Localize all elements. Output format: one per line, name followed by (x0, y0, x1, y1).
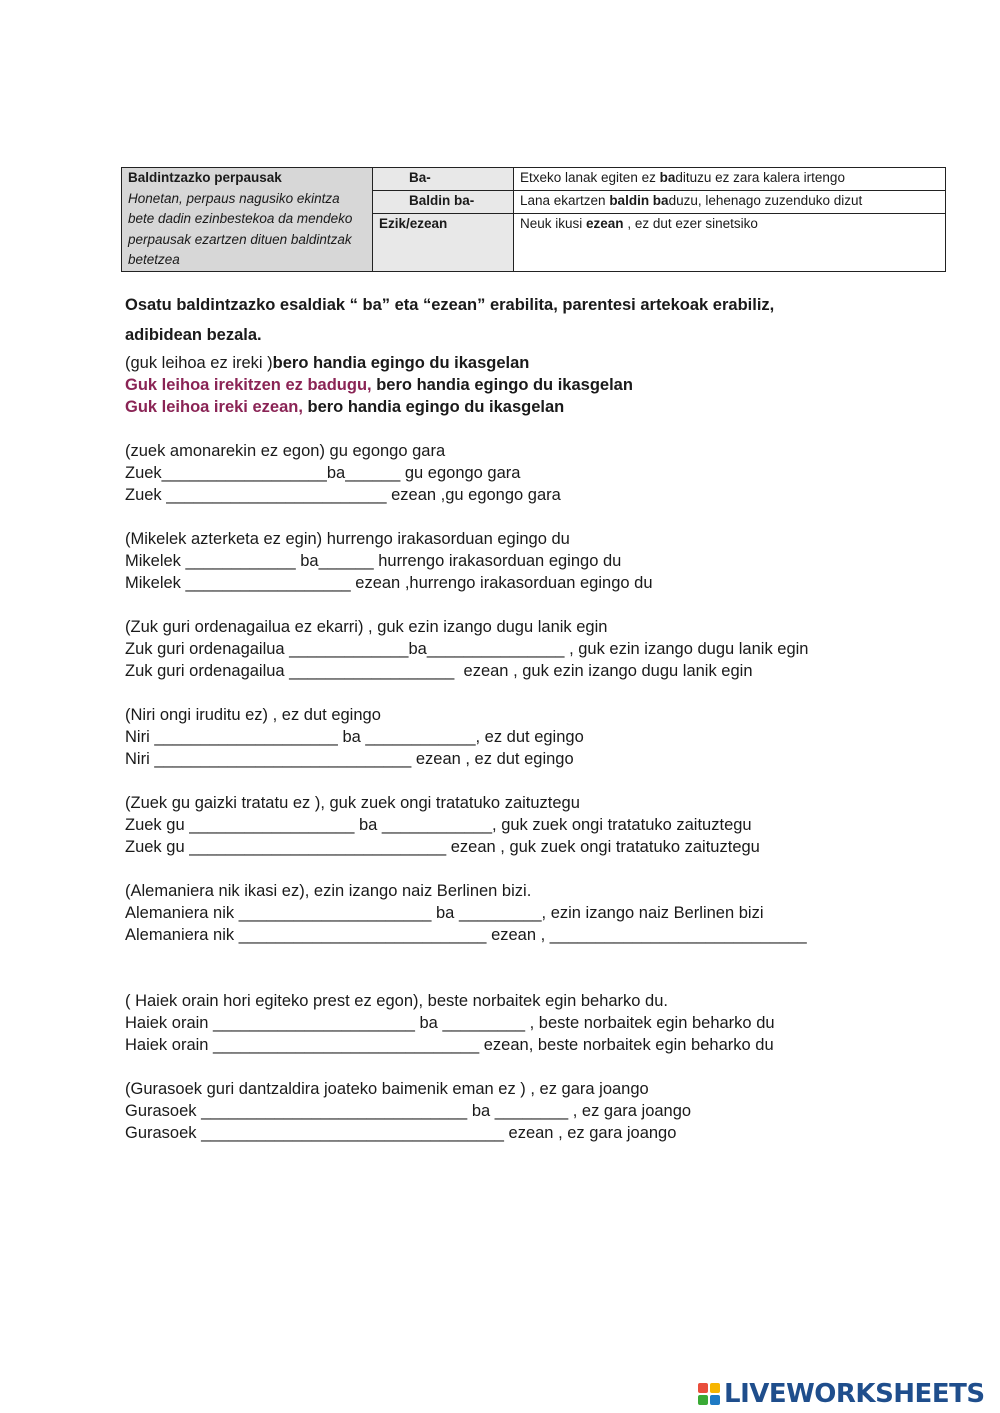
logo-square-icon (698, 1395, 708, 1405)
exercise-7-prompt: ( Haiek orain hori egiteko prest ez egon), beste norbaitek egin beharko du. (125, 992, 668, 1010)
exercise-3-ba[interactable]: Zuk guri ordenagailua _____________ba_______________ , guk ezin izango dugu lanik egin (125, 640, 809, 658)
example-ba: Etxeko lanak egiten ez badituzu ez zara kalera irtengo (514, 168, 946, 191)
exercise-4-prompt: (Niri ongi iruditu ez) , ez dut egingo (125, 706, 381, 724)
exercise-8-prompt: (Gurasoek guri dantzaldira joateko baimenik eman ez ) , ez gara joango (125, 1080, 649, 1098)
example-ezik-ezean: Neuk ikusi ezean , ez dut ezer sinetsiko (514, 214, 946, 272)
instruction-line-2: adibidean bezala. (125, 326, 262, 344)
logo-square-icon (710, 1395, 720, 1405)
exercise-1-ba[interactable]: Zuek__________________ba______ gu egongo gara (125, 464, 521, 482)
exercise-8-ba[interactable]: Gurasoek _____________________________ ba ________ , ez gara joango (125, 1102, 692, 1120)
exercise-2-ezean[interactable]: Mikelek __________________ ezean ,hurrengo irakasorduan egingo du (125, 574, 653, 592)
example-answer-ba: Guk leihoa irekitzen ez badugu, bero handia egingo du ikasgelan (125, 376, 633, 394)
definition-text: Honetan, perpaus nagusiko ekintza bete dadin ezinbestekoa da mendeko perpausak ezartzen dituen baldintzak betetzea (128, 190, 353, 267)
exercise-6-ba[interactable]: Alemaniera nik _____________________ ba _________, ezin izango naiz Berlinen bizi (125, 904, 764, 922)
logo-mark-icon (698, 1383, 720, 1405)
definition-heading: Baldintzazko perpausak (128, 170, 282, 185)
exercise-2-prompt: (Mikelek azterketa ez egin) hurrengo irakasorduan egingo du (125, 530, 570, 548)
instruction-line-1: Osatu baldintzazko esaldiak “ ba” eta “ezean” erabilita, parentesi artekoak erabiliz, (125, 296, 775, 314)
exercise-4-ba[interactable]: Niri ____________________ ba ____________, ez dut egingo (125, 728, 584, 746)
exercise-2-ba[interactable]: Mikelek ____________ ba______ hurrengo irakasorduan egingo du (125, 552, 622, 570)
exercise-1-ezean[interactable]: Zuek ________________________ ezean ,gu egongo gara (125, 486, 561, 504)
exercise-5-ezean[interactable]: Zuek gu ____________________________ ezean , guk zuek ongi tratatuko zaituztegu (125, 838, 760, 856)
rules-table (121, 167, 946, 272)
exercise-8-ezean[interactable]: Gurasoek _________________________________ ezean , ez gara joango (125, 1124, 677, 1142)
type-baldin-ba: Baldin ba- (373, 191, 514, 214)
example-prompt: (guk leihoa ez ireki )bero handia egingo du ikasgelan (125, 354, 530, 372)
exercise-5-ba[interactable]: Zuek gu __________________ ba ____________, guk zuek ongi tratatuko zaituztegu (125, 816, 752, 834)
definition-cell (122, 168, 373, 272)
logo-square-icon (698, 1383, 708, 1393)
exercise-7-ezean[interactable]: Haiek orain _____________________________ ezean, beste norbaitek egin beharko du (125, 1036, 774, 1054)
exercise-7-ba[interactable]: Haiek orain ______________________ ba _________ , beste norbaitek egin beharko du (125, 1014, 775, 1032)
worksheet-body (125, 292, 925, 1144)
exercise-5-prompt: (Zuek gu gaizki tratatu ez ), guk zuek ongi tratatuko zaituztegu (125, 794, 580, 812)
exercise-4-ezean[interactable]: Niri ____________________________ ezean , ez dut egingo (125, 750, 574, 768)
liveworksheets-logo (698, 1378, 985, 1410)
type-ezik-ezean: Ezik/ezean (373, 214, 514, 272)
exercise-3-prompt: (Zuk guri ordenagailua ez ekarri) , guk ezin izango dugu lanik egin (125, 618, 608, 636)
exercise-6-ezean[interactable]: Alemaniera nik ___________________________ ezean , ____________________________ (125, 926, 807, 944)
example-baldin-ba: Lana ekartzen baldin baduzu, lehenago zuzenduko dizut (514, 191, 946, 214)
logo-square-icon (710, 1383, 720, 1393)
type-ba: Ba- (373, 168, 514, 191)
exercise-3-ezean[interactable]: Zuk guri ordenagailua __________________ ezean , guk ezin izango dugu lanik egin (125, 662, 753, 680)
exercise-6-prompt: (Alemaniera nik ikasi ez), ezin izango naiz Berlinen bizi. (125, 882, 532, 900)
logo-text: LIVEWORKSHEETS (724, 1379, 985, 1409)
example-answer-ezean: Guk leihoa ireki ezean, bero handia egingo du ikasgelan (125, 398, 565, 416)
exercise-1-prompt: (zuek amonarekin ez egon) gu egongo gara (125, 442, 446, 460)
